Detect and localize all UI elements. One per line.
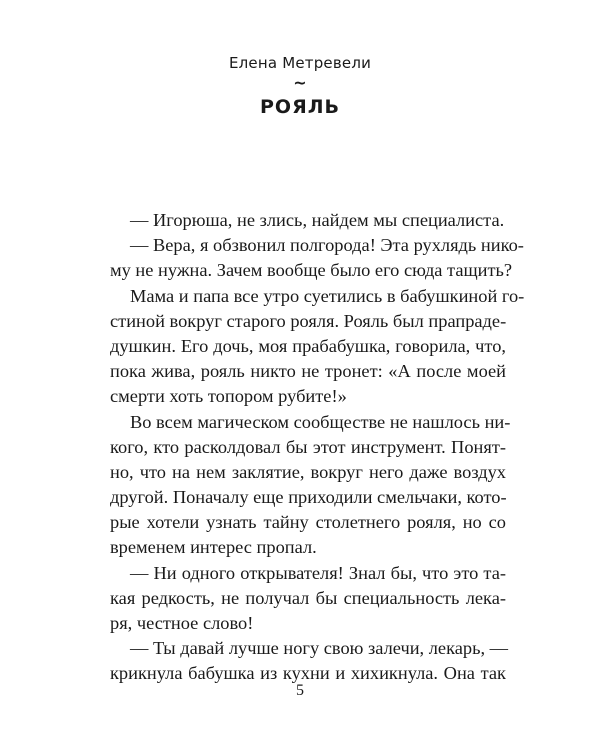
page-number: 5: [296, 682, 304, 699]
text-line: ря, честное слово!: [110, 613, 254, 633]
text-line: стиной вокруг старого рояля. Рояль был прапраде-: [110, 310, 507, 331]
text-line: — Ты давай лучше ногу свою залечи, лекарь, —: [130, 638, 509, 659]
text-line: — Ни одного открывателя! Знал бы, что это та-: [130, 562, 506, 583]
text-line: крикнула бабушка из кухни и хихикнула. Она так: [110, 663, 506, 684]
body-text: [110, 208, 525, 687]
text-line: временем интерес пропал.: [110, 537, 317, 558]
text-line: душкин. Его дочь, моя прабабушка, говорила, что,: [110, 335, 506, 356]
text-line: Во всем магическом сообществе не нашлось ни-: [130, 411, 511, 432]
text-line: пока жива, рояль никто не тронет: «А после моей: [110, 361, 506, 382]
ornament-tilde: ~: [293, 73, 307, 92]
text-line: — Игорюша, не злись, найдем мы специалиста.: [130, 210, 505, 230]
text-line: му не нужна. Зачем вообще было его сюда тащить?: [110, 260, 513, 281]
text-line: кого, кто расколдовал бы этот инструмент. Понят-: [110, 436, 506, 457]
text-line: — Вера, я обзвонил полгорода! Эта рухлядь нико-: [130, 235, 524, 256]
running-header-author: Елена Метревели: [228, 54, 372, 72]
text-line: другой. Поначалу еще приходили смельчаки, кото-: [110, 487, 507, 508]
text-line: кая редкость, не получал бы специальность лека-: [110, 587, 506, 608]
text-line: смерти хоть топором рубите!»: [110, 386, 347, 407]
text-line: Мама и папа все утро суетились в бабушкиной го-: [130, 285, 525, 306]
text-line: но, что на нем заклятие, вокруг него даже воздух: [110, 461, 506, 482]
text-line: рые хотели узнать тайну столетнего рояля, но со: [110, 512, 506, 533]
chapter-title: РОЯЛЬ: [260, 96, 340, 118]
